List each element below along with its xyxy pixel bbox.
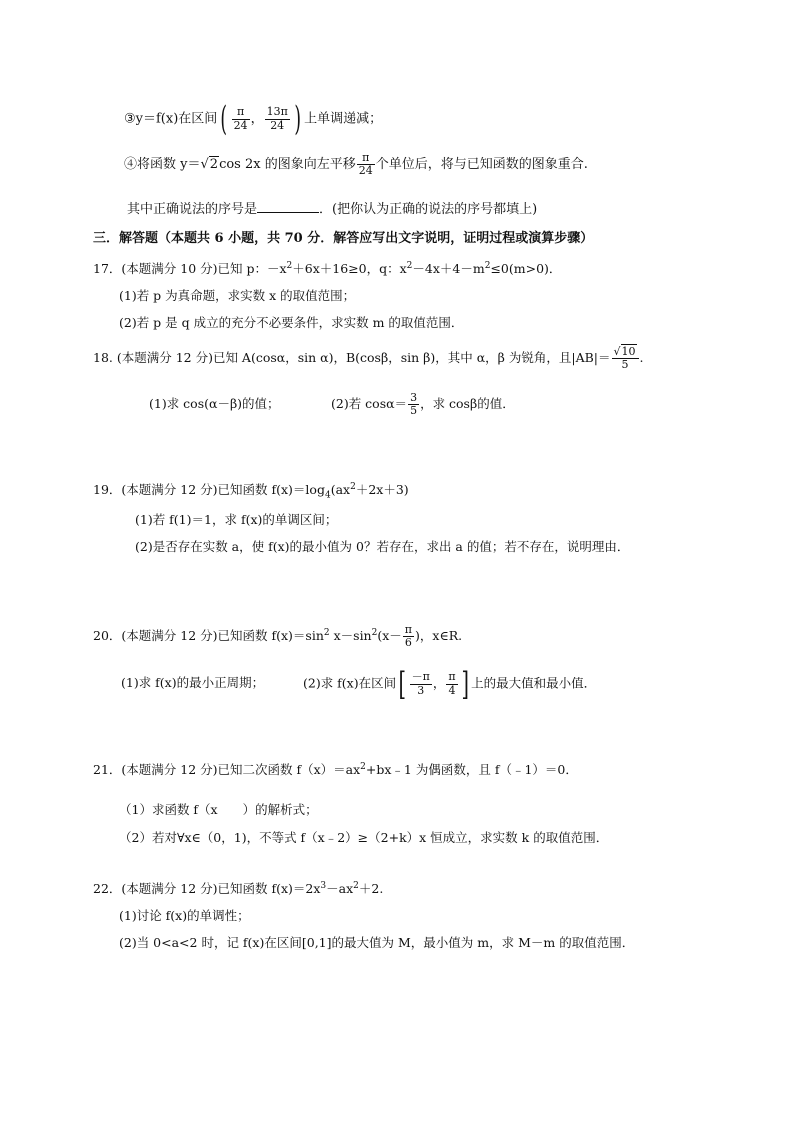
- question-20-stem: 20．(本题满分 12 分)已知函数 $f(x)=\sin^2$ $x-\sin^2(x-$ $\frac{\pi}{6}$ )，x∈R.: [93, 623, 463, 650]
- item-3-text-a: ③y＝f(x)在区间: [124, 111, 218, 127]
- question-19-part-1: (1)若 f(1)＝1，求 f(x)的单调区间；: [135, 512, 338, 527]
- left-bracket: [: [398, 665, 407, 703]
- sqrt-2: √2: [200, 157, 219, 173]
- question-22-stem: 22．(本题满分 12 分)已知函数 $f(x)=2x^3-ax^2+2$.: [93, 881, 384, 897]
- question-21-part-2: （2）若对∀x∈（0，1)，不等式 f（x﹣2）≥（2+k）x 恒成立，求实数 k 的取值范围．: [119, 830, 609, 845]
- question-17-stem: 17．(本题满分 10 分)已知 p：$-x^2+6x+16\ge 0$，q：$x^2-4x+4-m^2\le 0(m>0)$．: [93, 261, 562, 277]
- question-22-part-2: (2)当 0<a<2 时，记 f(x)在区间[0,1]的最大值为 M，最小值为 m，求 M－m 的取值范围．: [119, 935, 635, 950]
- fraction-pi-24: $\frac{\pi}{24}$: [358, 151, 373, 178]
- answer-blank[interactable]: [257, 200, 319, 213]
- fraction-pi-4: $\frac{\pi}{4}$: [448, 670, 456, 697]
- question-22-part-1: (1)讨论 f(x)的单调性；: [119, 908, 250, 923]
- item-3: ③y＝f(x)在区间( $\frac{\pi}{24}$ ， $\frac{13\pi}{24}$ ) 上单调递减；: [124, 99, 383, 139]
- fraction-3-5: $\frac{3}{5}$: [410, 391, 418, 418]
- question-19-part-2: (2)是否存在实数 a，使 f(x)的最小值为 0？若存在，求出 a 的值；若不存在，说明理由．: [135, 539, 630, 554]
- question-18-stem: 18. (本题满分 12 分)已知 A(cosα，sin α)，B(cosβ，sin β)，其中 α，β 为锐角，且|AB|＝ $\frac{√10}{5}$ .: [93, 345, 644, 372]
- fill-in-sentence: 其中正确说法的序号是 ．(把你认为正确的说法的序号都填上): [127, 202, 538, 217]
- item-3-text-b: 上单调递减；: [304, 111, 383, 127]
- question-18-part-1: (1)求 cos(α－β)的值；: [149, 396, 280, 411]
- fraction-sqrt10-5: $\frac{√10}{5}$: [612, 346, 639, 371]
- question-20-part-2: (2)求 f(x)在区间[ $\frac{-\pi}{3}$ ， $\frac{\pi}{4}$ ] 上的最大值和最小值．: [303, 665, 597, 703]
- question-21-part-1: （1）求函数 f（x ）的解析式；: [119, 802, 318, 817]
- question-19-stem: 19．(本题满分 12 分)已知函数 $f(x)=\log_4(ax^2+2x+3)$: [93, 482, 409, 501]
- item-4: ④将函数 y＝√2cos 2x 的图象向左平移 $\frac{\pi}{24}$ 个单位后，将与已知函数的图象重合.: [124, 151, 588, 178]
- fraction-neg-pi-3: $\frac{-\pi}{3}$: [411, 670, 430, 697]
- fraction-pi-24: $\frac{\pi}{24}$: [233, 105, 248, 132]
- right-paren: ): [294, 99, 301, 139]
- question-17-part-2: (2)若 p 是 q 成立的充分不必要条件，求实数 m 的取值范围．: [119, 315, 464, 330]
- fraction-13pi-24: $\frac{13\pi}{24}$: [266, 105, 288, 132]
- fraction-pi-6: $\frac{\pi}{6}$: [404, 623, 413, 650]
- question-21-stem: 21．(本题满分 12 分)已知二次函数 $f(x)=ax^2+bx﹣1$ 为偶函数，且 f（﹣1）＝0．: [93, 762, 578, 778]
- left-paren: (: [220, 99, 228, 139]
- section-heading: 三．解答题（本题共 6 小题，共 70 分．解答应写出文字说明，证明过程或演算步骤）: [93, 231, 594, 246]
- question-18-part-2: (2)若 cosα＝ $\frac{3}{5}$ ，求 cosβ的值．: [331, 391, 515, 418]
- question-20-part-1: (1)求 f(x)的最小正周期；: [121, 675, 265, 690]
- right-bracket: ]: [461, 665, 469, 703]
- question-17-part-1: (1)若 p 为真命题，求实数 x 的取值范围；: [119, 288, 356, 303]
